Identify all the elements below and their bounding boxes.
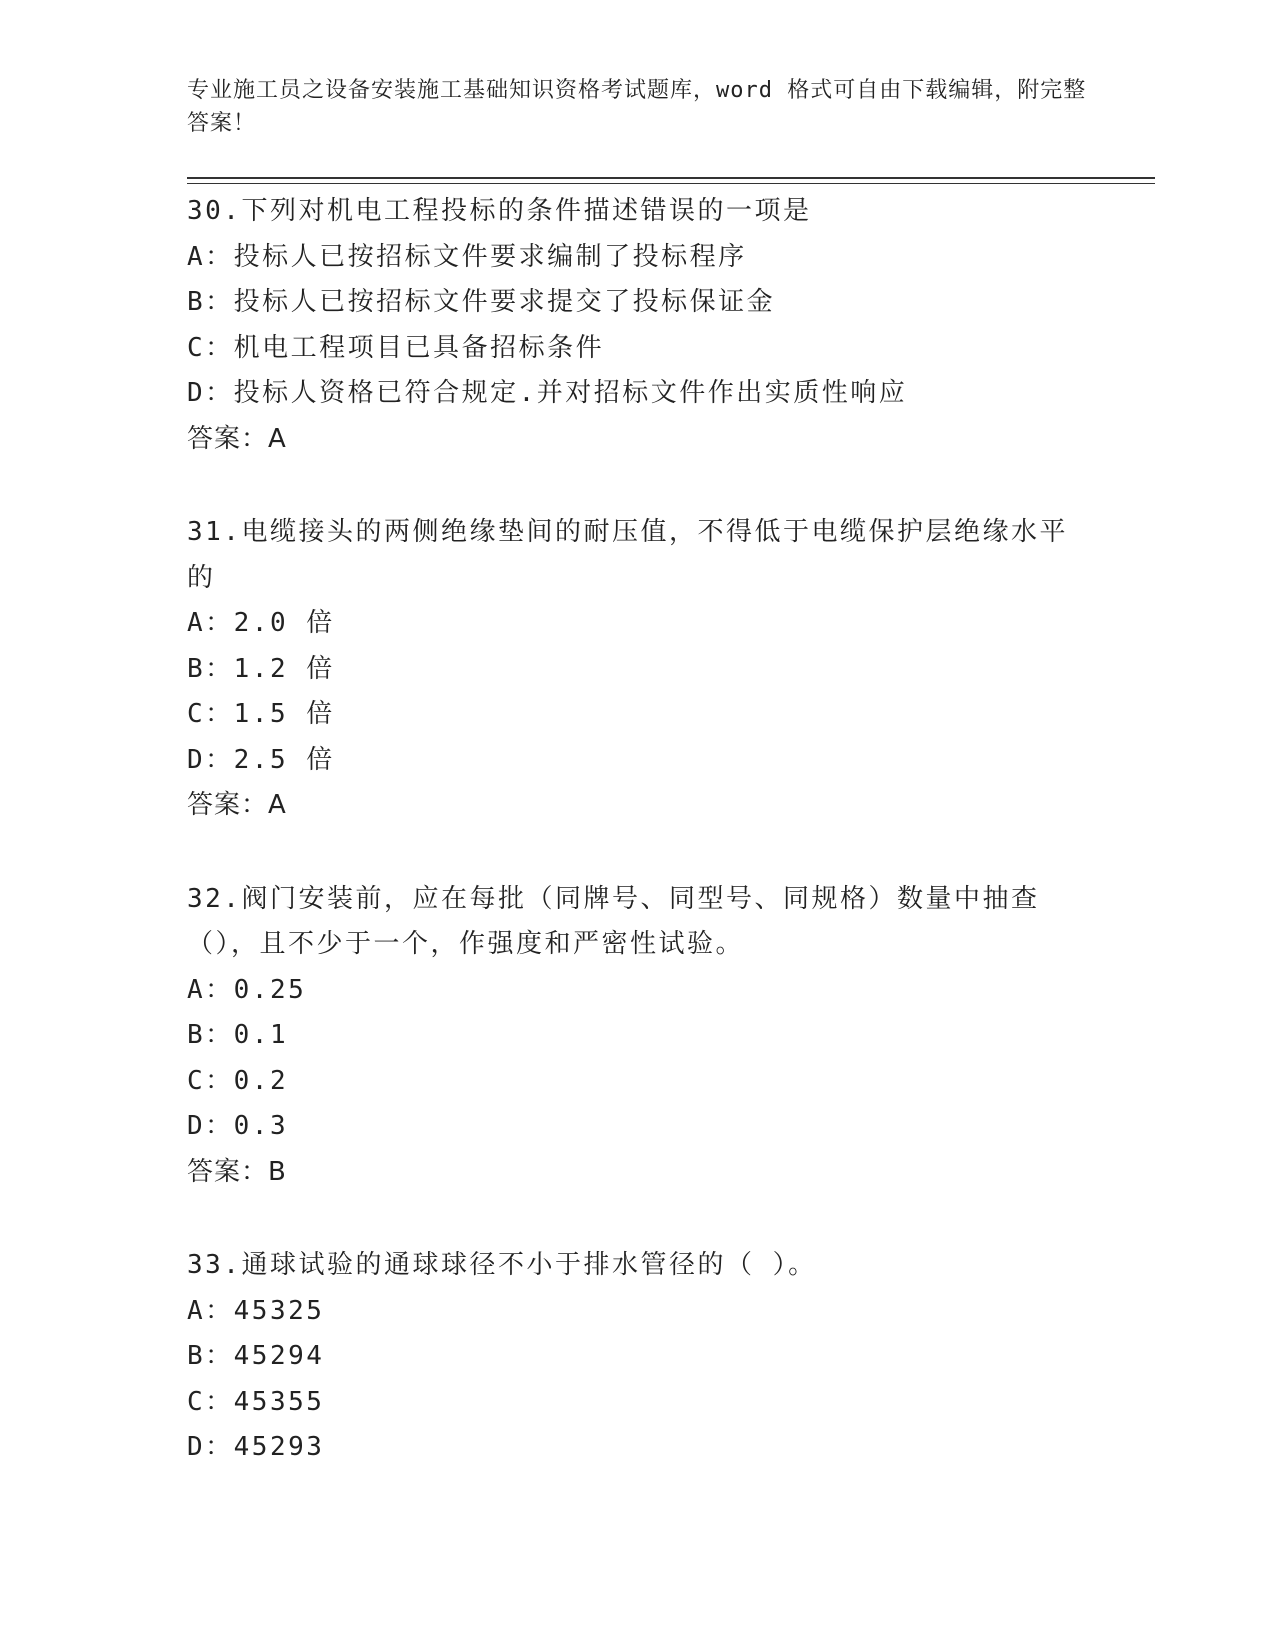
header-divider-thin — [187, 183, 1155, 184]
question-32 — [187, 877, 1087, 1196]
option-b: B：0.1 — [187, 1020, 289, 1050]
option-a: A：投标人已按招标文件要求编制了投标程序 — [187, 241, 747, 272]
answer-label: 答案：A — [187, 423, 287, 454]
answer-label: 答案：A — [187, 790, 287, 820]
option-b: B：1.2 倍 — [187, 653, 335, 684]
question-31 — [187, 510, 1087, 829]
question-33 — [187, 1243, 1087, 1471]
question-list — [187, 189, 1087, 1519]
option-c: C：1.5 倍 — [187, 699, 335, 729]
answer-label: 答案：B — [187, 1156, 287, 1187]
question-30 — [187, 189, 1087, 462]
option-c: C：0.2 — [187, 1065, 289, 1096]
document-header: 专业施工员之设备安装施工基础知识资格考试题库，word 格式可自由下载编辑，附完整答案！ — [187, 78, 1087, 136]
question-stem: 31.电缆接头的两侧绝缘垫间的耐压值，不得低于电缆保护层绝缘水平的 — [187, 517, 1068, 593]
option-d: D：投标人资格已符合规定.并对招标文件作出实质性响应 — [187, 378, 908, 408]
question-stem: 32.阀门安装前，应在每批（同牌号、同型号、同规格）数量中抽查（），且不少于一个，作强度和严密性试验。 — [187, 883, 1040, 959]
option-a: A：2.0 倍 — [187, 608, 335, 638]
option-a: A：45325 — [187, 1295, 325, 1326]
option-b: B：投标人已按招标文件要求提交了投标保证金 — [187, 287, 776, 317]
option-d: D：45293 — [187, 1432, 325, 1462]
question-stem: 30.下列对机电工程投标的条件描述错误的一项是 — [187, 196, 812, 226]
question-stem: 33.通球试验的通球球径不小于排水管径的（ ）。 — [187, 1250, 817, 1280]
header-divider-thick — [187, 177, 1155, 179]
option-d: D：0.3 — [187, 1111, 289, 1141]
option-c: C：45355 — [187, 1386, 325, 1417]
option-a: A：0.25 — [187, 974, 307, 1005]
option-b: B：45294 — [187, 1341, 325, 1371]
option-d: D：2.5 倍 — [187, 744, 335, 775]
option-c: C：机电工程项目已具备招标条件 — [187, 332, 605, 363]
